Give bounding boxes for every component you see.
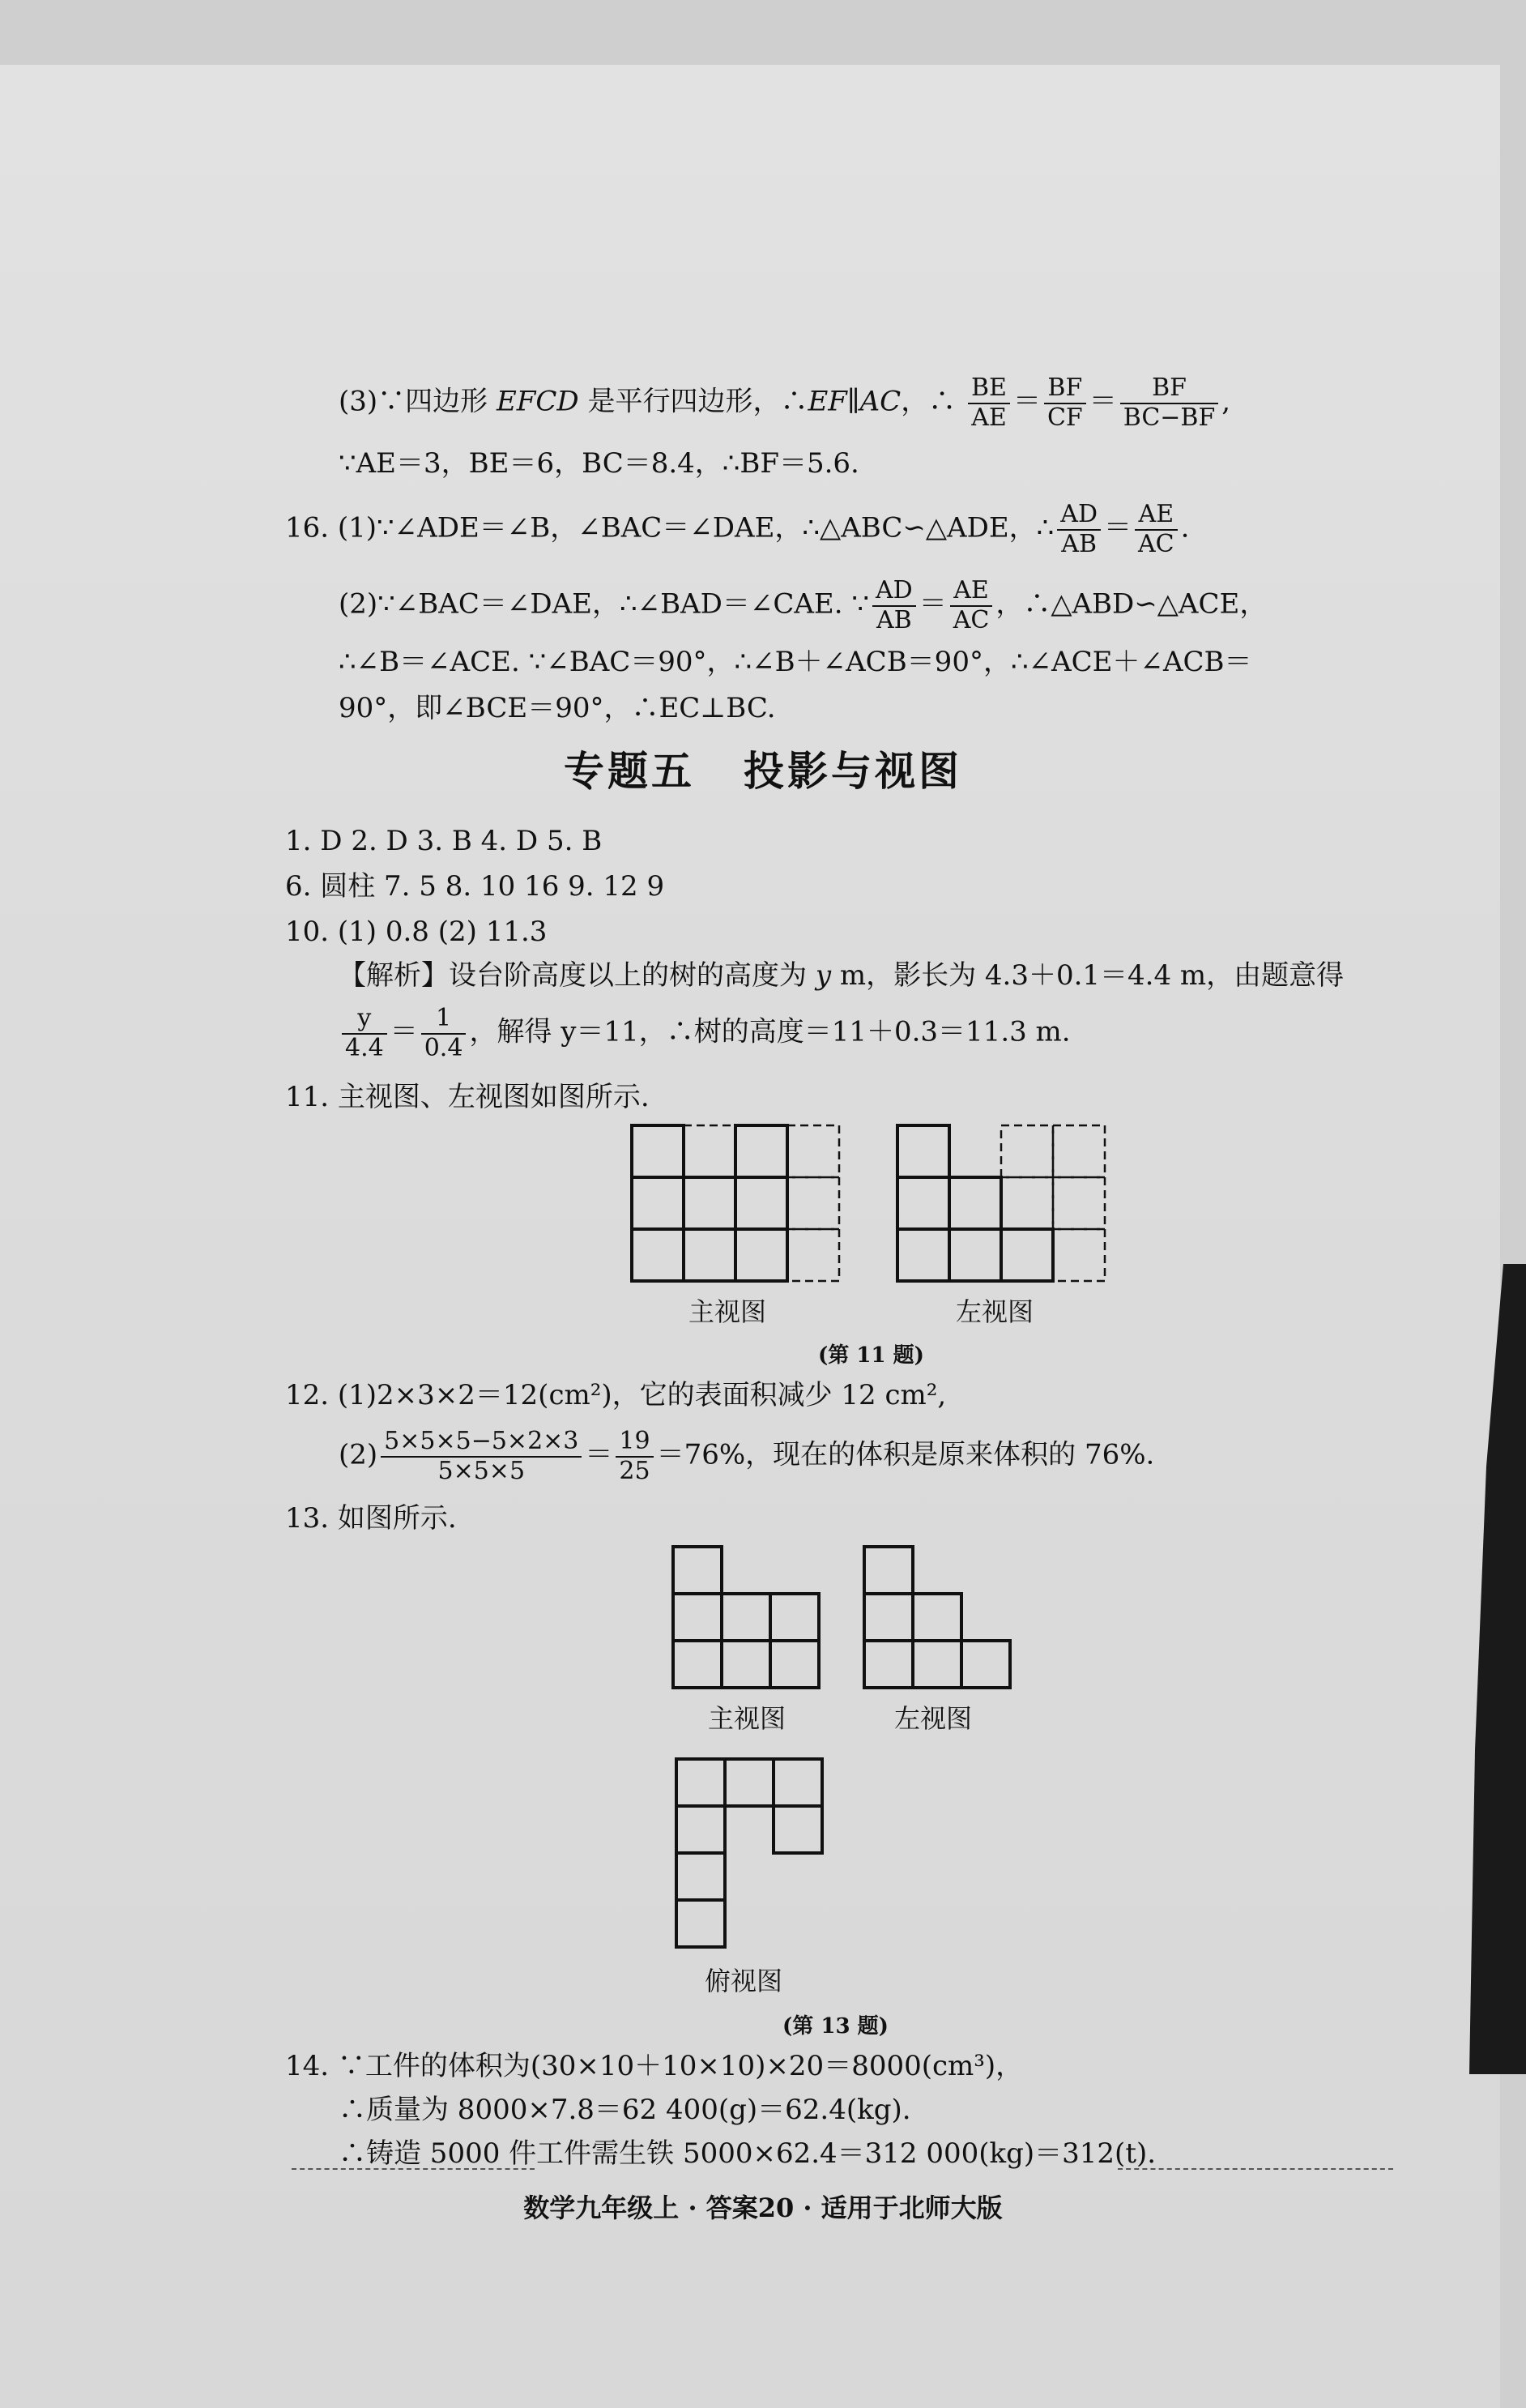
- hidden-cell: [787, 1125, 839, 1177]
- denominator: 0.4: [424, 1033, 463, 1062]
- var: y: [815, 959, 832, 992]
- text: ，∴: [901, 385, 957, 418]
- hidden-cell: [1001, 1125, 1053, 1177]
- figure-13-caption: (第 13 题): [782, 2014, 889, 2039]
- hidden-cell: [1053, 1229, 1105, 1281]
- hidden-cell: [684, 1125, 735, 1177]
- numerator: AE: [1135, 501, 1178, 531]
- text: ，解得 y＝11，∴树的高度＝11＋0.3＝11.3 m.: [469, 1015, 1071, 1048]
- text: ∥: [846, 385, 860, 418]
- solid-cell: [864, 1547, 913, 1594]
- var: EF: [808, 385, 847, 418]
- fraction: [616, 1428, 653, 1485]
- numerator: AE: [950, 577, 993, 607]
- denominator: AC: [953, 605, 990, 634]
- figure-11-left-view: [889, 1123, 1108, 1285]
- solid-cell: [735, 1177, 787, 1229]
- fraction: [1135, 501, 1178, 558]
- solid-cell: [684, 1177, 735, 1229]
- var: EFCD: [496, 385, 579, 418]
- fraction: [950, 577, 993, 634]
- solid-cell: [676, 1806, 725, 1853]
- analysis-10-line2: [339, 1005, 1071, 1062]
- numerator: BF: [1120, 374, 1219, 404]
- hidden-cell: [1053, 1125, 1105, 1177]
- denominator: AE: [971, 403, 1007, 432]
- answer-10: 10. (1) 0.8 (2) 11.3: [285, 916, 548, 948]
- text: (3)∵四边形: [339, 385, 497, 418]
- answer-14-2: ∴质量为 8000×7.8＝62 400(g)＝62.4(kg).: [339, 2094, 911, 2126]
- text: ＝: [585, 1438, 613, 1471]
- solid-cell: [897, 1125, 949, 1177]
- answers-6-9: 6. 圆柱 7. 5 8. 10 16 9. 12 9: [285, 870, 665, 903]
- text: ＝76%，现在的体积是原来体积的 76%.: [656, 1438, 1155, 1471]
- figure-11-left-label: 左视图: [956, 1296, 1034, 1327]
- denominator: 5×5×5: [437, 1456, 526, 1485]
- solid-cell: [673, 1594, 722, 1641]
- solid-cell: [864, 1594, 913, 1641]
- solid-cell: [632, 1177, 684, 1229]
- analysis-10: [339, 958, 1344, 993]
- answer-16-1: 16. (1)∵∠ADE＝∠B，∠BAC＝∠DAE，∴△ABC∽△ADE，∴ $\frac{AD}{AB}$ ＝ $\frac{AE}{AC}$ .: [285, 500, 1190, 558]
- text: (2)∵∠BAC＝∠DAE，∴∠BAD＝∠CAE. ∵: [339, 587, 869, 621]
- fraction: [872, 577, 916, 634]
- figure-13-top-label: 俯视图: [705, 1966, 783, 1996]
- solid-cell: [684, 1229, 735, 1281]
- answer-16-2: (2)∵∠BAC＝∠DAE，∴∠BAD＝∠CAE. ∵ $\frac{AD}{AB}$ ＝ $\frac{AE}{AC}$ ，∴△ABD∽△ACE，: [339, 576, 1268, 634]
- footer-rule-left: [292, 2168, 535, 2170]
- solid-cell: [632, 1125, 684, 1177]
- figure-13-front-view: [671, 1544, 825, 1690]
- section-title-text: 投影与视图: [744, 747, 962, 795]
- solid-cell: [913, 1641, 961, 1688]
- numerator: 19: [616, 1428, 653, 1458]
- section-title-number: 专题五: [564, 747, 695, 795]
- denominator: BC−BF: [1123, 403, 1216, 432]
- solid-cell: [735, 1229, 787, 1281]
- solid-cell: [770, 1594, 819, 1641]
- solid-cell: [673, 1547, 722, 1594]
- numerator: y: [342, 1005, 387, 1035]
- text: ＝: [390, 1015, 418, 1048]
- denominator: CF: [1046, 403, 1083, 432]
- solid-cell: [722, 1641, 770, 1688]
- fraction: [342, 1005, 387, 1062]
- solid-cell: [735, 1125, 787, 1177]
- text: ，∴△ABD∽△ACE，: [995, 587, 1268, 621]
- text: .: [1180, 511, 1190, 544]
- solid-cell: [722, 1594, 770, 1641]
- numerator: BE: [968, 374, 1010, 404]
- solid-cell: [725, 1759, 774, 1806]
- denominator: AB: [1061, 529, 1098, 558]
- hidden-cell: [787, 1177, 839, 1229]
- solid-cell: [949, 1229, 1001, 1281]
- figure-11-front-view: [624, 1123, 842, 1285]
- figure-13-left-view: [862, 1544, 1016, 1690]
- text: 16. (1)∵∠ADE＝∠B，∠BAC＝∠DAE，∴△ABC∽△ADE，∴: [285, 511, 1055, 544]
- text: 【解析】设台阶高度以上的树的高度为: [339, 959, 816, 992]
- solid-cell: [897, 1177, 949, 1229]
- denominator: 4.4: [345, 1033, 384, 1062]
- solid-cell: [1001, 1229, 1053, 1281]
- answer-12-1: 12. (1)2×3×2＝12(cm²)，它的表面积减少 12 cm²,: [285, 1379, 947, 1411]
- footer-rule-right: [1118, 2168, 1393, 2170]
- solid-cell: [676, 1853, 725, 1900]
- solid-cell: [774, 1806, 822, 1853]
- var: AC: [859, 385, 902, 418]
- answers-1-5: 1. D 2. D 3. B 4. D 5. B: [285, 825, 603, 857]
- solid-cell: [897, 1229, 949, 1281]
- fraction: [421, 1005, 467, 1062]
- solid-cell: [913, 1594, 961, 1641]
- answer-12-2: [339, 1428, 1154, 1485]
- answer-15-3-line2: ∵AE＝3，BE＝6，BC＝8.4，∴BF＝5.6.: [339, 447, 859, 480]
- section-title: [0, 739, 1526, 797]
- figure-11-front-label: 主视图: [688, 1296, 767, 1327]
- solid-cell: [961, 1641, 1010, 1688]
- fraction: [1120, 374, 1219, 432]
- solid-cell: [632, 1229, 684, 1281]
- answer-13: 13. 如图所示.: [285, 1502, 457, 1535]
- answer-14-1: 14. ∵工件的体积为(30×10＋10×10)×20＝8000(cm³)，: [285, 2050, 1024, 2082]
- text: (2): [339, 1438, 378, 1471]
- solid-cell: [774, 1759, 822, 1806]
- numerator: 1: [421, 1005, 467, 1035]
- text: ,: [1221, 385, 1231, 418]
- solid-cell: [676, 1900, 725, 1947]
- text: m，影长为 4.3＋0.1＝4.4 m，由题意得: [831, 959, 1345, 992]
- hidden-cell: [1053, 1177, 1105, 1229]
- denominator: 25: [619, 1456, 650, 1485]
- numerator: AD: [872, 577, 916, 607]
- solid-cell: [949, 1177, 1001, 1229]
- denominator: AC: [1138, 529, 1174, 558]
- denominator: AB: [876, 605, 912, 634]
- numerator: BF: [1044, 374, 1086, 404]
- hidden-cell: [787, 1229, 839, 1281]
- figure-13-front-label: 主视图: [708, 1703, 786, 1734]
- answer-14-3: ∴铸造 5000 件工件需生铁 5000×62.4＝312 000(kg)＝312(t).: [339, 2137, 1157, 2170]
- solid-cell: [676, 1759, 725, 1806]
- answer-16-2-line2: ∴∠B＝∠ACE. ∵∠BAC＝90°，∴∠B＋∠ACB＝90°，∴∠ACE＋∠ACB＝: [339, 646, 1252, 678]
- numerator: 5×5×5−5×2×3: [381, 1428, 582, 1458]
- text: 是平行四边形，∴: [578, 385, 808, 418]
- answer-15-3: (3)∵四边形 EFCD 是平行四边形，∴EF∥AC，∴ $\frac{BE}{AE}$ ＝ $\frac{BF}{CF}$ ＝ $\frac{BF}{BC-BF}$ ,: [339, 374, 1231, 432]
- solid-cell: [673, 1641, 722, 1688]
- answer-11: 11. 主视图、左视图如图所示.: [285, 1081, 650, 1113]
- hidden-cell: [1001, 1177, 1053, 1229]
- figure-11-caption: (第 11 题): [818, 1343, 924, 1368]
- fraction: [1044, 374, 1086, 432]
- fraction: [381, 1428, 582, 1485]
- page-footer: 数学九年级上 · 答案20 · 适用于北师大版: [523, 2192, 1003, 2223]
- figure-13-top-view: [674, 1757, 828, 1951]
- figure-13-left-label: 左视图: [894, 1703, 973, 1734]
- answer-16-2-line3: 90°，即∠BCE＝90°，∴EC⊥BC.: [339, 692, 776, 724]
- solid-cell: [864, 1641, 913, 1688]
- numerator: AD: [1057, 501, 1101, 531]
- solid-cell: [770, 1641, 819, 1688]
- fraction: [1057, 501, 1101, 558]
- fraction: [968, 374, 1010, 432]
